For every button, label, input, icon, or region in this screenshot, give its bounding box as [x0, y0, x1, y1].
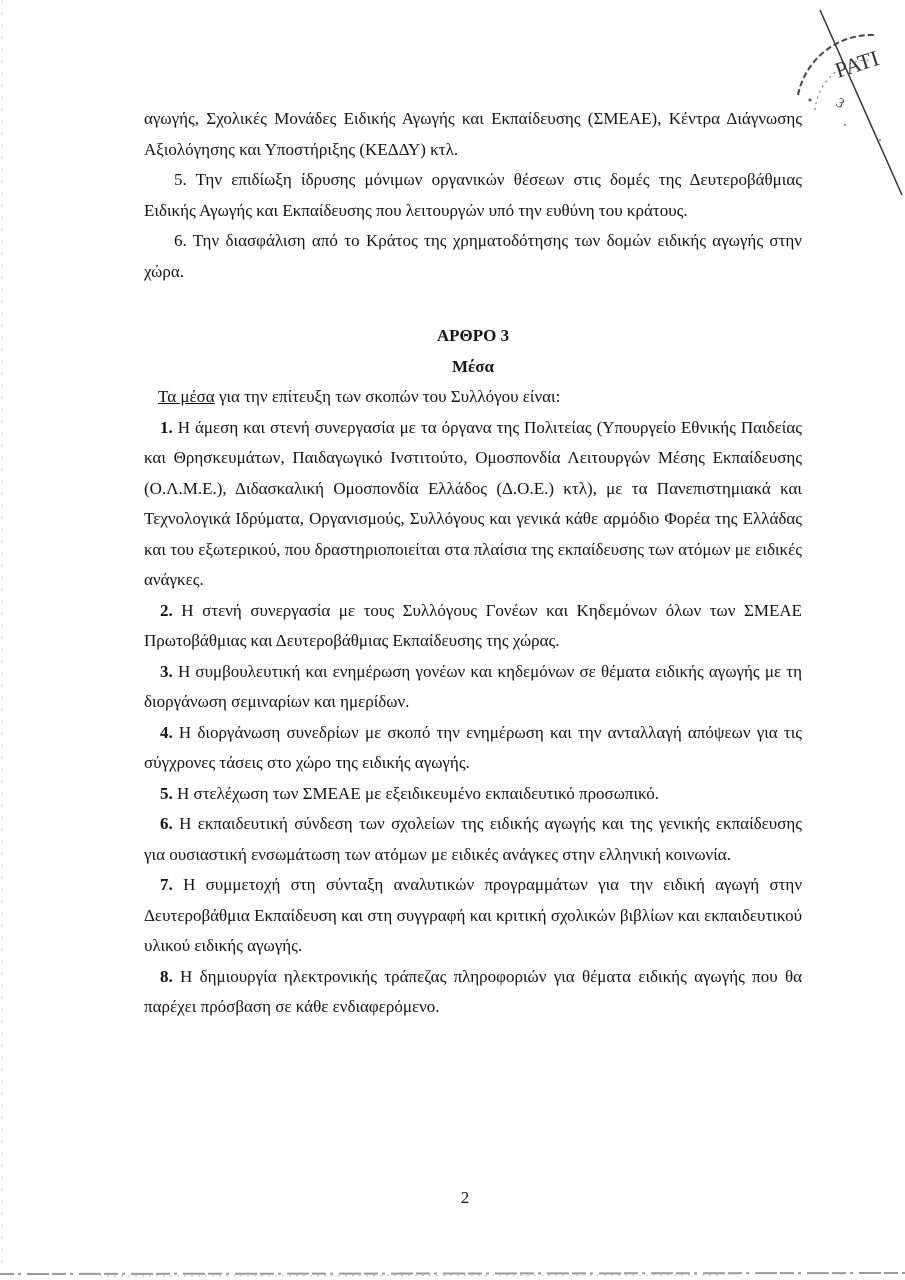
list-item-text: Η άμεση και στενή συνεργασία με τα όργανα της Πολιτείας (Υπουργείο Εθνικής Παιδείας και Θρησκευμάτων, Παιδαγωγικό Ινστιτούτο, Ομοσπονδία Λειτουργών Μέσης Εκπαίδευσης (Ο.Λ.Μ.Ε.), Διδασκαλική Ομοσπονδία Ελλάδος (Δ.Ο.Ε.) κτλ), με τα Πανεπιστημιακά και Τεχνολογικά Ιδρύματα, Οργανισμούς, Συλλόγους και γενικά κάθε αρμόδιο Φορέα της Ελλάδας και του εξωτερικού, που δραστηριοποιείται στα πλαίσια της εκπαίδευσης των ατόμων με ειδικές ανάγκες.: [144, 417, 803, 589]
scan-bottom-edge: [0, 1262, 905, 1280]
intro-underlined: Τα μέσα: [158, 387, 215, 406]
body-text: [144, 104, 802, 1023]
list-item-text: Η συμμετοχή στη σύνταξη αναλυτικών προγραμμάτων για την ειδική αγωγή στην Δευτεροβάθμια Εκπαίδευση και στη συγγραφή και κριτική σχολικών βιβλίων και εκπαιδευτικού υλικού ειδικής αγωγής.: [144, 875, 803, 955]
list-item: [144, 596, 802, 657]
article-title: ΑΡΘΡΟ 3: [436, 326, 510, 345]
scan-left-edge: [0, 0, 8, 1280]
list-item-number: 6.: [160, 814, 173, 833]
list-item: [144, 962, 802, 1023]
list-item-number: 1.: [160, 417, 173, 437]
intro-rest: για την επίτευξη των σκοπών του Συλλόγου είναι:: [214, 387, 561, 406]
list-item-text: Η συμβουλευτική και ενημέρωση γονέων και κηδεμόνων σε θέματα ειδικής αγωγής με τη διοργάνωση σεμιναρίων και ημερίδων.: [144, 661, 803, 711]
list-item-text: Η στενή συνεργασία με τους Συλλόγους Γονέων και Κηδεμόνων όλων των ΣΜΕΑΕ Πρωτοβάθμιας και Δευτεροβάθμιας Εκπαίδευσης της χώρας.: [144, 600, 803, 650]
list-item: [144, 870, 802, 962]
list-item: [144, 779, 802, 810]
paragraph-goal-6: 6. Την διασφάλιση από το Κράτος της χρηματοδότησης των δομών ειδικής αγωγής στην χώρα.: [144, 231, 802, 281]
list-item-text: Η εκπαιδευτική σύνδεση των σχολείων της ειδικής αγωγής και της γενικής εκπαίδευσης για ουσιαστική ενσωμάτωση των ατόμων με ειδικές ανάγκες στην ελληνική κοινωνία.: [144, 814, 803, 864]
list-item-number: 4.: [160, 722, 173, 742]
list-item-number: 3.: [160, 661, 173, 681]
list-item-text: Η δημιουργία ηλεκτρονικής τράπεζας πληροφοριών για θέματα ειδικής αγωγής που θα παρέχει πρόσβαση σε κάθε ενδιαφερόμενο.: [144, 966, 802, 1016]
list-item-number: 2.: [160, 600, 173, 620]
paragraph-goal-5: 5. Την επιδίωξη ίδρυσης μόνιμων οργανικών θέσεων στις δομές της Δευτεροβάθμιας Ειδικής Αγωγής και Εκπαίδευσης που λειτουργών υπό την ευθύνη του κράτους.: [144, 170, 802, 220]
list-item-text: Η στελέχωση των ΣΜΕΑΕ με εξειδικευμένο εκπαιδευτικό προσωπικό.: [177, 783, 660, 803]
stamp-seal: [790, 0, 905, 210]
list-item: [144, 413, 802, 596]
article-subtitle: Μέσα: [451, 356, 495, 376]
paragraph-continuation: αγωγής, Σχολικές Μονάδες Ειδικής Αγωγής και Εκπαίδευσης (ΣΜΕΑΕ), Κέντρα Διάγνωσης Αξιολόγησης και Υποστήριξης (ΚΕΔΔΥ) κτλ.: [144, 109, 802, 159]
list-item: [144, 718, 802, 779]
stamp-text: ΡΑΤΙ: [831, 45, 882, 83]
list-item-number: 7.: [160, 875, 173, 894]
list-item-number: 5.: [160, 783, 173, 803]
article-intro: [144, 382, 802, 413]
list-item-text: Η διοργάνωση συνεδρίων με σκοπό την ενημέρωση και την ανταλλαγή απόψεων για τις σύγχρονες τάσεις στο χώρο της ειδικής αγωγής.: [144, 722, 803, 772]
list-item-number: 8.: [160, 966, 173, 986]
list-item: [144, 809, 802, 870]
list-item: [144, 657, 802, 718]
stamp-fragment: 3: [833, 95, 847, 112]
page-number: 2: [460, 1188, 470, 1207]
